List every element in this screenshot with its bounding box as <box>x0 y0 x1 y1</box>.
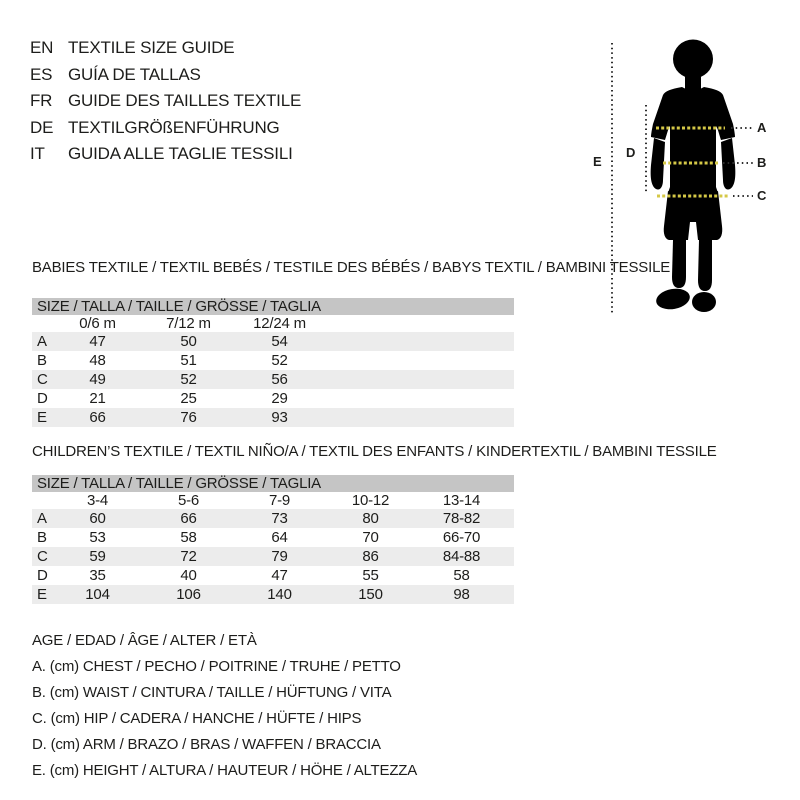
language-code: DE <box>30 117 54 137</box>
table-cell: 51 <box>180 352 197 369</box>
figure-label-B: B <box>757 155 767 170</box>
table-cell: 98 <box>453 586 470 603</box>
table-cell: 140 <box>267 586 292 603</box>
measurement-legend <box>32 628 417 784</box>
column-header: 12/24 m <box>253 315 306 332</box>
table-cell: 66-70 <box>442 529 481 546</box>
figure-label-C: C <box>757 188 767 203</box>
column-header: 7/12 m <box>166 315 211 332</box>
table-row <box>32 408 514 427</box>
size-figure <box>585 30 780 320</box>
language-list <box>30 35 301 168</box>
table-cell: 48 <box>89 352 106 369</box>
table-cell: 86 <box>362 548 379 565</box>
language-row <box>30 88 301 115</box>
table-cell: 60 <box>89 510 106 527</box>
figure-label-D: D <box>626 145 636 160</box>
row-label: A <box>37 333 47 350</box>
row-label: C <box>37 371 48 388</box>
row-label: D <box>37 390 48 407</box>
language-code: ES <box>30 64 53 84</box>
table-cell: 58 <box>453 567 470 584</box>
table-cell: 106 <box>176 586 201 603</box>
language-row <box>30 35 301 62</box>
table-cell: 40 <box>180 567 197 584</box>
table-cell: 79 <box>271 548 288 565</box>
language-label: TEXTILGRÖßENFÜHRUNG <box>68 117 280 137</box>
table-row <box>32 509 514 528</box>
legend-line: D. (cm) ARM / BRAZO / BRAS / WAFFEN / BRACCIA <box>32 736 381 753</box>
table-row <box>32 585 514 604</box>
table-cell: 66 <box>89 409 106 426</box>
table-cell: 150 <box>358 586 383 603</box>
table-row <box>32 547 514 566</box>
table-cell: 52 <box>180 371 197 388</box>
row-label: C <box>37 548 48 565</box>
table-cell: 70 <box>362 529 379 546</box>
column-header: 7-9 <box>268 492 291 509</box>
table-row <box>32 389 514 408</box>
table-row <box>32 566 514 585</box>
babies-section-title: BABIES TEXTILE / TEXTIL BEBÉS / TESTILE DES BÉBÉS / BABYS TEXTIL / BAMBINI TESSILE <box>32 259 671 276</box>
column-header: 0/6 m <box>79 315 116 332</box>
table-cell: 76 <box>180 409 197 426</box>
column-header-row <box>32 492 514 509</box>
language-code: IT <box>30 144 45 163</box>
row-label: D <box>37 567 48 584</box>
legend-line: E. (cm) HEIGHT / ALTURA / HAUTEUR / HÖHE / ALTEZZA <box>32 762 418 779</box>
table-row <box>32 351 514 370</box>
table-cell: 80 <box>362 510 379 527</box>
row-label <box>32 492 52 509</box>
row-label: E <box>37 586 47 603</box>
babies-size-table <box>32 298 514 427</box>
column-header-row <box>32 315 514 332</box>
table-cell: 58 <box>180 529 197 546</box>
table-cell: 47 <box>89 333 106 350</box>
language-label: GUIDA ALLE TAGLIE TESSILI <box>68 144 293 163</box>
table-cell: 73 <box>271 510 288 527</box>
table-cell: 93 <box>271 409 288 426</box>
table-cell: 55 <box>362 567 379 584</box>
legend-line: B. (cm) WAIST / CINTURA / TAILLE / HÜFTUNG / VITA <box>32 684 392 701</box>
language-row <box>30 115 301 142</box>
row-label: B <box>37 352 47 369</box>
language-code: FR <box>30 91 53 110</box>
table-cell: 29 <box>271 390 288 407</box>
table-cell: 35 <box>89 567 106 584</box>
table-cell: 64 <box>271 529 288 546</box>
language-row <box>30 62 301 89</box>
children-section-title: CHILDREN’S TEXTILE / TEXTIL NIÑO/A / TEXTIL DES ENFANTS / KINDERTEXTIL / BAMBINI TESSILE <box>32 443 717 460</box>
table-row <box>32 332 514 351</box>
column-header: 3-4 <box>86 492 109 509</box>
table-cell: 25 <box>180 390 197 407</box>
table-row <box>32 370 514 389</box>
table-cell: 47 <box>271 567 288 584</box>
legend-line: C. (cm) HIP / CADERA / HANCHE / HÜFTE / HIPS <box>32 710 362 727</box>
row-label: E <box>37 409 47 426</box>
table-cell: 84-88 <box>442 548 481 565</box>
table-cell: 56 <box>271 371 288 388</box>
table-cell: 50 <box>180 333 197 350</box>
language-label: TEXTILE SIZE GUIDE <box>68 38 235 57</box>
column-header: 13-14 <box>442 492 481 509</box>
legend-line: A. (cm) CHEST / PECHO / POITRINE / TRUHE / PETTO <box>32 658 401 675</box>
figure-label-E: E <box>593 154 602 169</box>
table-cell: 78-82 <box>442 510 481 527</box>
table-cell: 49 <box>89 371 106 388</box>
table-cell: 52 <box>271 352 288 369</box>
table-cell: 21 <box>89 390 106 407</box>
size-header-bar: SIZE / TALLA / TAILLE / GRÖSSE / TAGLIA <box>32 475 514 492</box>
table-cell: 104 <box>85 586 110 603</box>
table-cell: 59 <box>89 548 106 565</box>
row-label: B <box>37 529 47 546</box>
size-header-bar: SIZE / TALLA / TAILLE / GRÖSSE / TAGLIA <box>32 298 514 315</box>
table-cell: 54 <box>271 333 288 350</box>
row-label: A <box>37 510 47 527</box>
language-label: GUÍA DE TALLAS <box>68 64 201 84</box>
figure-label-A: A <box>757 120 767 135</box>
table-row <box>32 528 514 547</box>
column-header: 5-6 <box>177 492 200 509</box>
table-cell: 53 <box>89 529 106 546</box>
children-size-table <box>32 475 514 604</box>
language-label: GUIDE DES TAILLES TEXTILE <box>68 91 302 110</box>
legend-line: AGE / EDAD / ÂGE / ALTER / ETÀ <box>32 632 257 649</box>
language-code: EN <box>30 38 54 57</box>
table-cell: 72 <box>180 548 197 565</box>
table-cell: 66 <box>180 510 197 527</box>
row-label <box>32 315 52 332</box>
child-silhouette-figure <box>585 30 780 320</box>
language-row <box>30 141 301 168</box>
column-header: 10-12 <box>351 492 390 509</box>
